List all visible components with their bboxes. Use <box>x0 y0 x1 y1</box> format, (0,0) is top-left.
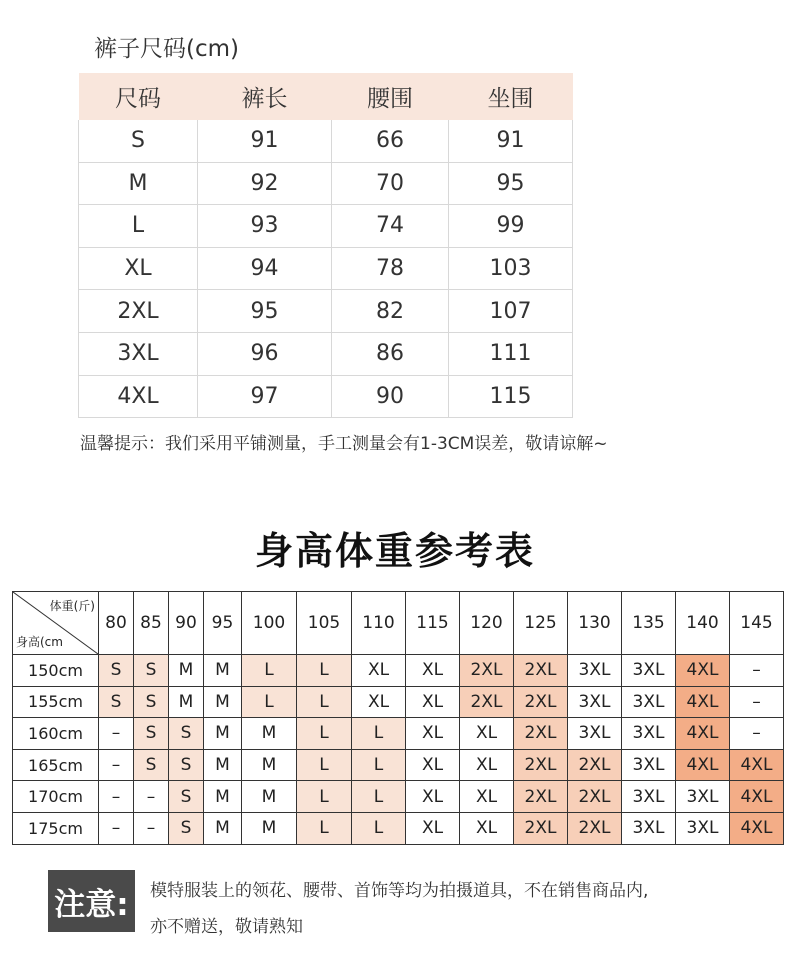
size-recommendation-cell: M <box>204 749 242 781</box>
size-recommendation-cell: XL <box>352 655 406 687</box>
size-recommendation-cell: 3XL <box>568 655 622 687</box>
size-recommendation-cell: S <box>169 749 204 781</box>
size-recommendation-cell: L <box>297 718 352 750</box>
size-recommendation-cell: L <box>297 686 352 718</box>
size-recommendation-cell: 4XL <box>730 781 784 813</box>
size-recommendation-cell: – <box>134 812 169 844</box>
size-recommendation-cell: – <box>134 781 169 813</box>
size-recommendation-cell: XL <box>460 812 514 844</box>
size-recommendation-cell: L <box>352 781 406 813</box>
pants-size-cell: 111 <box>449 332 573 375</box>
size-recommendation-cell: L <box>297 781 352 813</box>
size-recommendation-cell: 4XL <box>676 686 730 718</box>
height-row <box>13 718 784 750</box>
size-recommendation-cell: 3XL <box>568 718 622 750</box>
pants-size-cell: 92 <box>198 162 332 205</box>
weight-header-cell: 120 <box>460 592 514 655</box>
pants-size-row <box>79 375 573 418</box>
pants-size-cell: 70 <box>332 162 449 205</box>
height-header-cell: 150cm <box>13 655 99 687</box>
pants-size-cell: 3XL <box>79 332 198 375</box>
size-recommendation-cell: 2XL <box>568 812 622 844</box>
size-recommendation-cell: S <box>134 655 169 687</box>
size-recommendation-cell: M <box>204 718 242 750</box>
weight-axis-label: 体重(斤) <box>49 599 95 613</box>
pants-size-cell: 74 <box>332 205 449 248</box>
size-recommendation-cell: – <box>730 718 784 750</box>
size-recommendation-cell: M <box>242 718 297 750</box>
size-recommendation-cell: 2XL <box>514 686 568 718</box>
size-recommendation-cell: XL <box>406 686 460 718</box>
height-row <box>13 655 784 687</box>
size-recommendation-cell: 2XL <box>568 781 622 813</box>
pants-size-row <box>79 162 573 205</box>
size-recommendation-cell: 3XL <box>676 812 730 844</box>
size-recommendation-cell: 2XL <box>514 749 568 781</box>
size-recommendation-cell: M <box>169 686 204 718</box>
pants-size-cell: 99 <box>449 205 573 248</box>
pants-size-table <box>78 73 573 418</box>
pants-size-row <box>79 247 573 290</box>
note-text-line1: 模特服装上的领花、腰带、首饰等均为拍摄道具，不在销售商品内, <box>150 881 649 901</box>
weight-header-cell: 145 <box>730 592 784 655</box>
height-header-cell: 160cm <box>13 718 99 750</box>
size-recommendation-cell: M <box>204 655 242 687</box>
size-recommendation-cell: M <box>242 812 297 844</box>
pants-size-cell: 107 <box>449 290 573 333</box>
pants-size-cell: 78 <box>332 247 449 290</box>
pants-size-cell: S <box>79 120 198 162</box>
height-weight-table <box>12 591 784 845</box>
weight-header-cell: 110 <box>352 592 406 655</box>
size-recommendation-cell: 4XL <box>730 749 784 781</box>
weight-header-cell: 95 <box>204 592 242 655</box>
size-recommendation-cell: – <box>99 749 134 781</box>
pants-size-cell: 97 <box>198 375 332 418</box>
size-recommendation-cell: XL <box>406 718 460 750</box>
reference-table-title: 身高体重参考表 <box>254 529 535 573</box>
size-recommendation-cell: L <box>297 655 352 687</box>
size-recommendation-cell: 4XL <box>676 749 730 781</box>
height-header-cell: 170cm <box>13 781 99 813</box>
weight-header-cell: 130 <box>568 592 622 655</box>
pants-size-title: 裤子尺码(cm) <box>94 36 239 62</box>
size-recommendation-cell: 3XL <box>622 655 676 687</box>
size-recommendation-cell: XL <box>460 718 514 750</box>
pants-size-cell: 115 <box>449 375 573 418</box>
size-recommendation-cell: L <box>297 749 352 781</box>
size-recommendation-cell: S <box>169 812 204 844</box>
pants-size-cell: 95 <box>198 290 332 333</box>
size-recommendation-cell: M <box>242 781 297 813</box>
pants-size-cell: XL <box>79 247 198 290</box>
weight-header-cell: 100 <box>242 592 297 655</box>
weight-header-cell: 135 <box>622 592 676 655</box>
size-recommendation-cell: XL <box>406 655 460 687</box>
size-recommendation-cell: – <box>99 812 134 844</box>
size-recommendation-cell: 2XL <box>460 686 514 718</box>
size-recommendation-cell: S <box>134 718 169 750</box>
pants-size-cell: 103 <box>449 247 573 290</box>
weight-header-cell: 90 <box>169 592 204 655</box>
size-recommendation-cell: M <box>204 686 242 718</box>
size-recommendation-cell: 2XL <box>460 655 514 687</box>
size-recommendation-cell: L <box>242 655 297 687</box>
size-recommendation-cell: 4XL <box>730 812 784 844</box>
pants-header-cell: 坐围 <box>449 73 573 120</box>
size-recommendation-cell: L <box>297 812 352 844</box>
pants-size-row <box>79 120 573 162</box>
size-recommendation-cell: 2XL <box>568 749 622 781</box>
pants-size-cell: 91 <box>449 120 573 162</box>
pants-size-cell: 94 <box>198 247 332 290</box>
weight-header-row <box>13 592 784 655</box>
size-recommendation-cell: 3XL <box>622 718 676 750</box>
size-recommendation-cell: M <box>204 781 242 813</box>
weight-header-cell: 140 <box>676 592 730 655</box>
size-recommendation-cell: 3XL <box>622 686 676 718</box>
note-text-line2: 亦不赠送，敬请熟知 <box>150 917 303 937</box>
size-recommendation-cell: – <box>730 655 784 687</box>
pants-header-cell: 尺码 <box>79 73 198 120</box>
height-header-cell: 175cm <box>13 812 99 844</box>
height-row <box>13 686 784 718</box>
size-recommendation-cell: 4XL <box>676 718 730 750</box>
pants-size-cell: 91 <box>198 120 332 162</box>
height-row <box>13 812 784 844</box>
size-recommendation-cell: XL <box>460 781 514 813</box>
size-recommendation-cell: 3XL <box>622 812 676 844</box>
size-recommendation-cell: – <box>99 718 134 750</box>
height-row <box>13 749 784 781</box>
size-recommendation-cell: 2XL <box>514 812 568 844</box>
weight-header-cell: 105 <box>297 592 352 655</box>
height-axis-label: 身高(cm <box>16 635 63 649</box>
size-recommendation-cell: L <box>242 686 297 718</box>
pants-size-cell: 86 <box>332 332 449 375</box>
size-recommendation-cell: 2XL <box>514 718 568 750</box>
weight-header-cell: 125 <box>514 592 568 655</box>
pants-size-row <box>79 290 573 333</box>
size-recommendation-cell: L <box>352 718 406 750</box>
height-header-cell: 155cm <box>13 686 99 718</box>
weight-header-cell: 85 <box>134 592 169 655</box>
size-recommendation-cell: S <box>169 718 204 750</box>
pants-header-row <box>79 73 573 120</box>
pants-size-cell: 4XL <box>79 375 198 418</box>
size-recommendation-cell: 4XL <box>676 655 730 687</box>
size-recommendation-cell: M <box>242 749 297 781</box>
size-recommendation-cell: S <box>134 749 169 781</box>
pants-size-cell: 93 <box>198 205 332 248</box>
size-recommendation-cell: – <box>730 686 784 718</box>
size-recommendation-cell: 3XL <box>676 781 730 813</box>
size-recommendation-cell: S <box>134 686 169 718</box>
pants-size-cell: 96 <box>198 332 332 375</box>
height-row <box>13 781 784 813</box>
pants-size-cell: L <box>79 205 198 248</box>
pants-size-cell: 66 <box>332 120 449 162</box>
pants-size-row <box>79 205 573 248</box>
size-recommendation-cell: S <box>169 781 204 813</box>
size-recommendation-cell: XL <box>406 812 460 844</box>
size-recommendation-cell: S <box>99 655 134 687</box>
size-recommendation-cell: L <box>352 812 406 844</box>
size-recommendation-cell: M <box>169 655 204 687</box>
size-recommendation-cell: 3XL <box>622 749 676 781</box>
table-corner-cell <box>13 592 99 655</box>
size-recommendation-cell: 3XL <box>568 686 622 718</box>
size-recommendation-cell: XL <box>352 686 406 718</box>
size-recommendation-cell: 2XL <box>514 781 568 813</box>
pants-size-cell: 90 <box>332 375 449 418</box>
size-recommendation-cell: XL <box>406 781 460 813</box>
size-recommendation-cell: 2XL <box>514 655 568 687</box>
pants-size-row <box>79 332 573 375</box>
size-recommendation-cell: L <box>352 749 406 781</box>
size-recommendation-cell: – <box>99 781 134 813</box>
size-recommendation-cell: S <box>99 686 134 718</box>
pants-header-cell: 裤长 <box>198 73 332 120</box>
height-header-cell: 165cm <box>13 749 99 781</box>
size-recommendation-cell: XL <box>460 749 514 781</box>
note-badge: 注意: <box>48 870 135 932</box>
size-recommendation-cell: 3XL <box>622 781 676 813</box>
weight-header-cell: 115 <box>406 592 460 655</box>
weight-header-cell: 80 <box>99 592 134 655</box>
pants-size-cell: M <box>79 162 198 205</box>
size-recommendation-cell: XL <box>406 749 460 781</box>
measurement-tip: 温馨提示：我们采用平铺测量，手工测量会有1-3CM误差，敬请谅解~ <box>80 434 608 454</box>
size-recommendation-cell: M <box>204 812 242 844</box>
pants-header-cell: 腰围 <box>332 73 449 120</box>
pants-size-cell: 2XL <box>79 290 198 333</box>
pants-size-cell: 82 <box>332 290 449 333</box>
pants-size-cell: 95 <box>449 162 573 205</box>
